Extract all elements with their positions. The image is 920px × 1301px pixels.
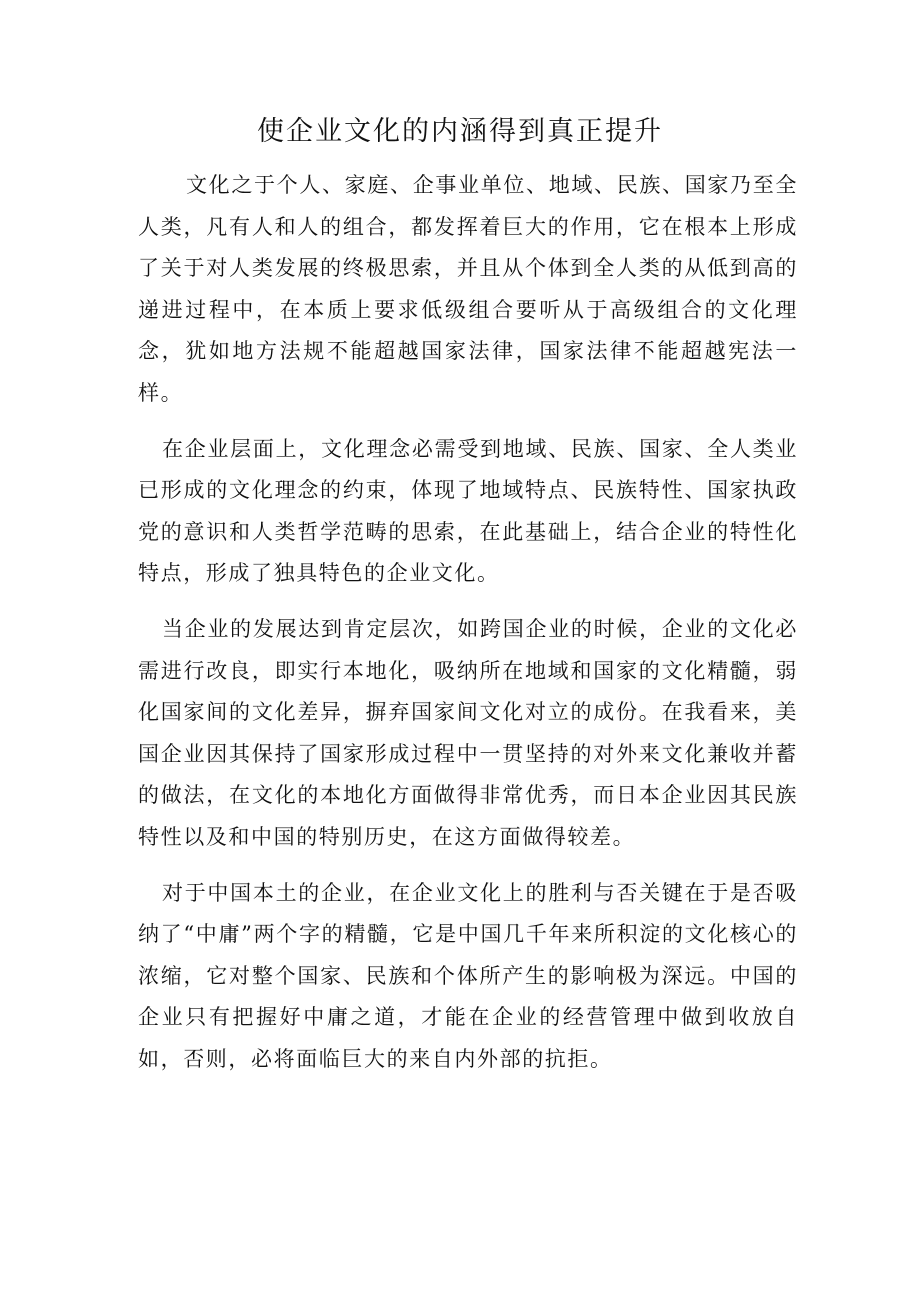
paragraph-3: 当企业的发展达到肯定层次，如跨国企业的时候，企业的文化必需进行改良，即实行本地化，吸纳所在地域和国家的文化精髓，弱化国家间的文化差异，摒弃国家间文化对立的成份。在我看来，美国企业因其保持了国家形成过程中一贯坚持的对外来文化兼收并蓄的做法，在文化的本地化方面做得非常优秀，而日本企业因其民族特性以及和中国的特别历史，在这方面做得较差。	[138, 616, 798, 849]
document-body	[138, 165, 798, 1080]
paragraph-2: 在企业层面上，文化理念必需受到地域、民族、国家、全人类业已形成的文化理念的约束，体现了地域特点、民族特性、国家执政党的意识和人类哲学范畴的思索，在此基础上，结合企业的特性化特点，形成了独具特色的企业文化。	[138, 436, 798, 586]
document-title: 使企业文化的内涵得到真正提升	[257, 116, 663, 147]
paragraph-4: 对于中国本土的企业，在企业文化上的胜利与否关键在于是否吸纳了“中庸”两个字的精髓，它是中国几千年来所积淀的文化核心的浓缩，它对整个国家、民族和个体所产生的影响极为深远。中国的企业只有把握好中庸之道，才能在企业的经营管理中做到收放自如，否则，必将面临巨大的来自内外部的抗拒。	[138, 880, 798, 1071]
paragraph-1: 文化之于个人、家庭、企事业单位、地域、民族、国家乃至全人类，凡有人和人的组合，都发挥着巨大的作用，它在根本上形成了关于对人类发展的终极思索，并且从个体到全人类的从低到高的递进过程中，在本质上要求低级组合要听从于高级组合的文化理念，犹如地方法规不能超越国家法律，国家法律不能超越宪法一样。	[138, 173, 798, 405]
